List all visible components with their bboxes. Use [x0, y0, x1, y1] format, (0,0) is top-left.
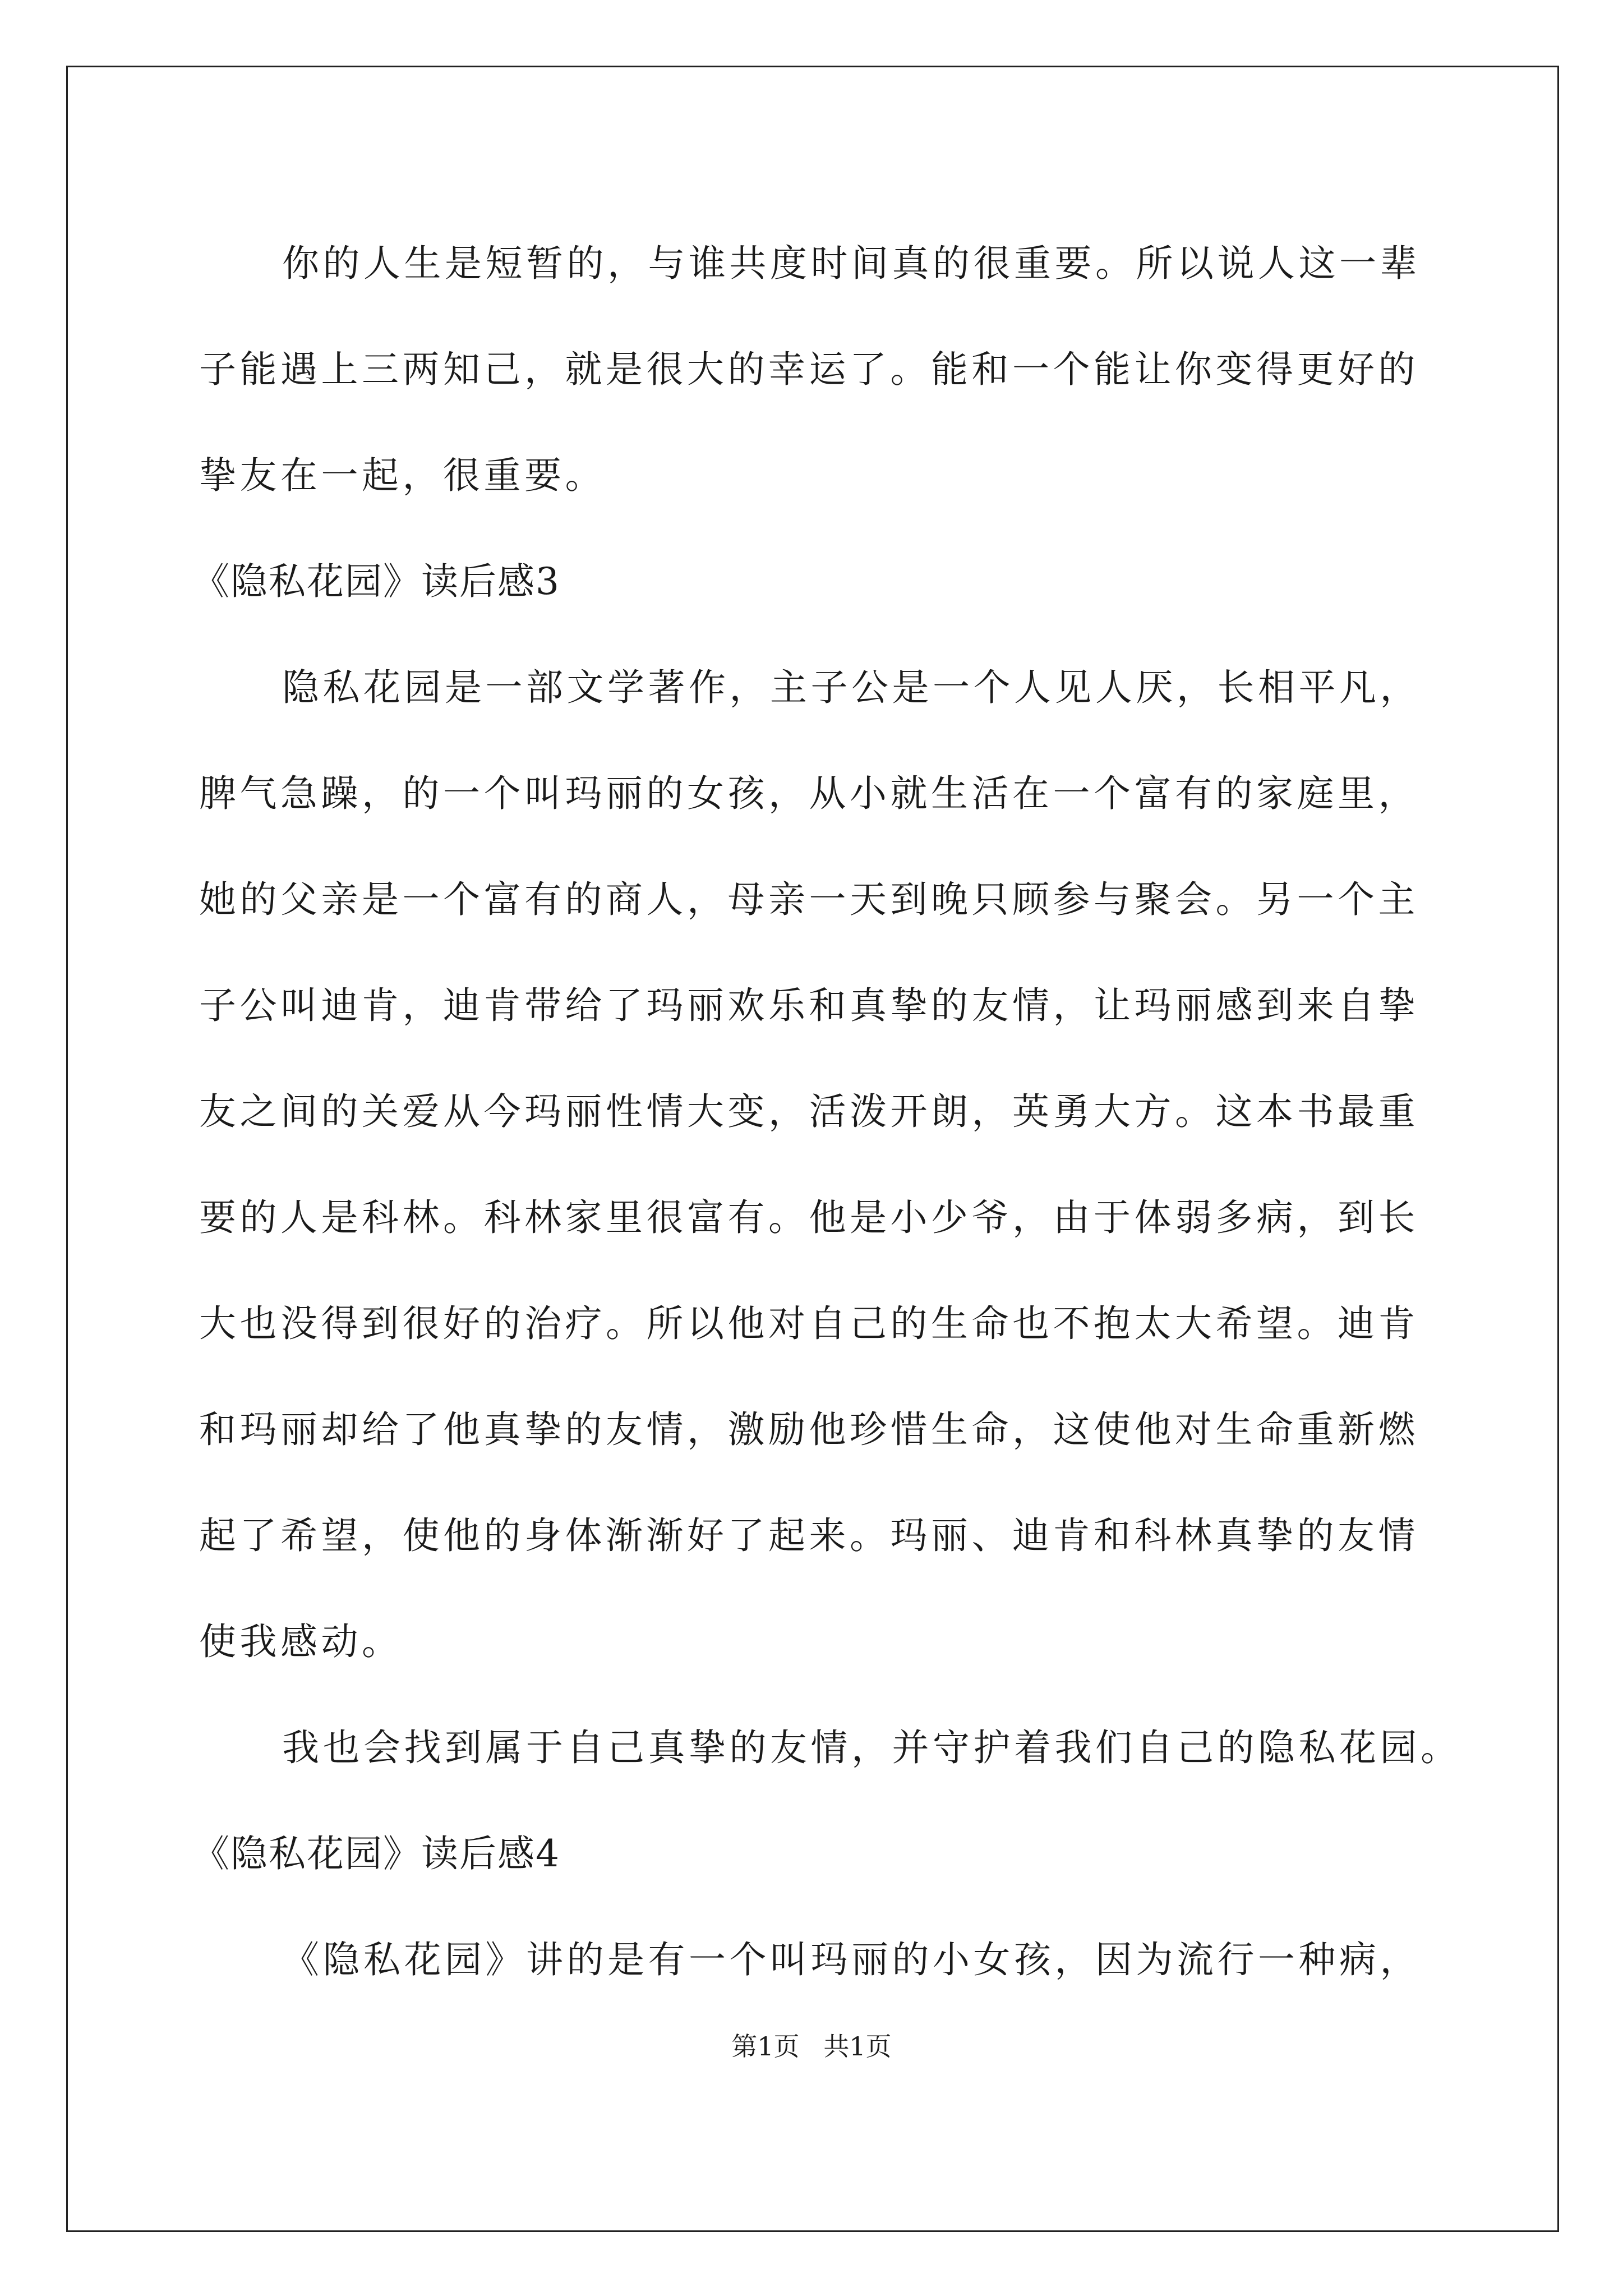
paragraph-line: 子公叫迪肯，迪肯带给了玛丽欢乐和真挚的友情，让玛丽感到来自挚: [199, 984, 1419, 1027]
paragraph-line: 挚友在一起，很重要。: [199, 454, 606, 497]
paragraph-line: 起了希望，使他的身体渐渐好了起来。玛丽、迪肯和科林真挚的友情: [199, 1514, 1419, 1557]
page-total: 共1页: [823, 2031, 892, 2062]
paragraph-line: 脾气急躁，的一个叫玛丽的女孩，从小就生活在一个富有的家庭里，: [199, 772, 1419, 815]
paragraph-line: 大也没得到很好的治疗。所以他对自己的生命也不抱太大希望。迪肯: [199, 1302, 1419, 1345]
paragraph-line: 你的人生是短暂的，与谁共度时间真的很重要。所以说人这一辈: [282, 242, 1421, 285]
page-footer: [0, 2030, 1623, 2063]
section-heading: 《隐私花园》读后感4: [192, 1832, 560, 1875]
paragraph-line: 隐私花园是一部文学著作，主子公是一个人见人厌，长相平凡，: [282, 666, 1421, 709]
paragraph-line: 她的父亲是一个富有的商人，母亲一天到晚只顾参与聚会。另一个主: [199, 878, 1419, 921]
paragraph-line: 子能遇上三两知己，就是很大的幸运了。能和一个能让你变得更好的: [199, 348, 1419, 391]
paragraph-line: 友之间的关爱从今玛丽性情大变，活泼开朗，英勇大方。这本书最重: [199, 1090, 1419, 1133]
section-heading: 《隐私花园》读后感3: [192, 560, 560, 603]
paragraph-line: 我也会找到属于自己真挚的友情，并守护着我们自己的隐私花园。: [282, 1726, 1461, 1769]
paragraph-line: 《隐私花园》讲的是有一个叫玛丽的小女孩，因为流行一种病，: [282, 1938, 1421, 1981]
paragraph-line: 要的人是科林。科林家里很富有。他是小少爷，由于体弱多病，到长: [199, 1196, 1419, 1239]
paragraph-line: 和玛丽却给了他真挚的友情，激励他珍惜生命，这使他对生命重新燃: [199, 1408, 1419, 1451]
paragraph-line: 使我感动。: [199, 1620, 403, 1663]
page-number: 第1页: [731, 2031, 800, 2062]
document-body: [192, 210, 1461, 2013]
